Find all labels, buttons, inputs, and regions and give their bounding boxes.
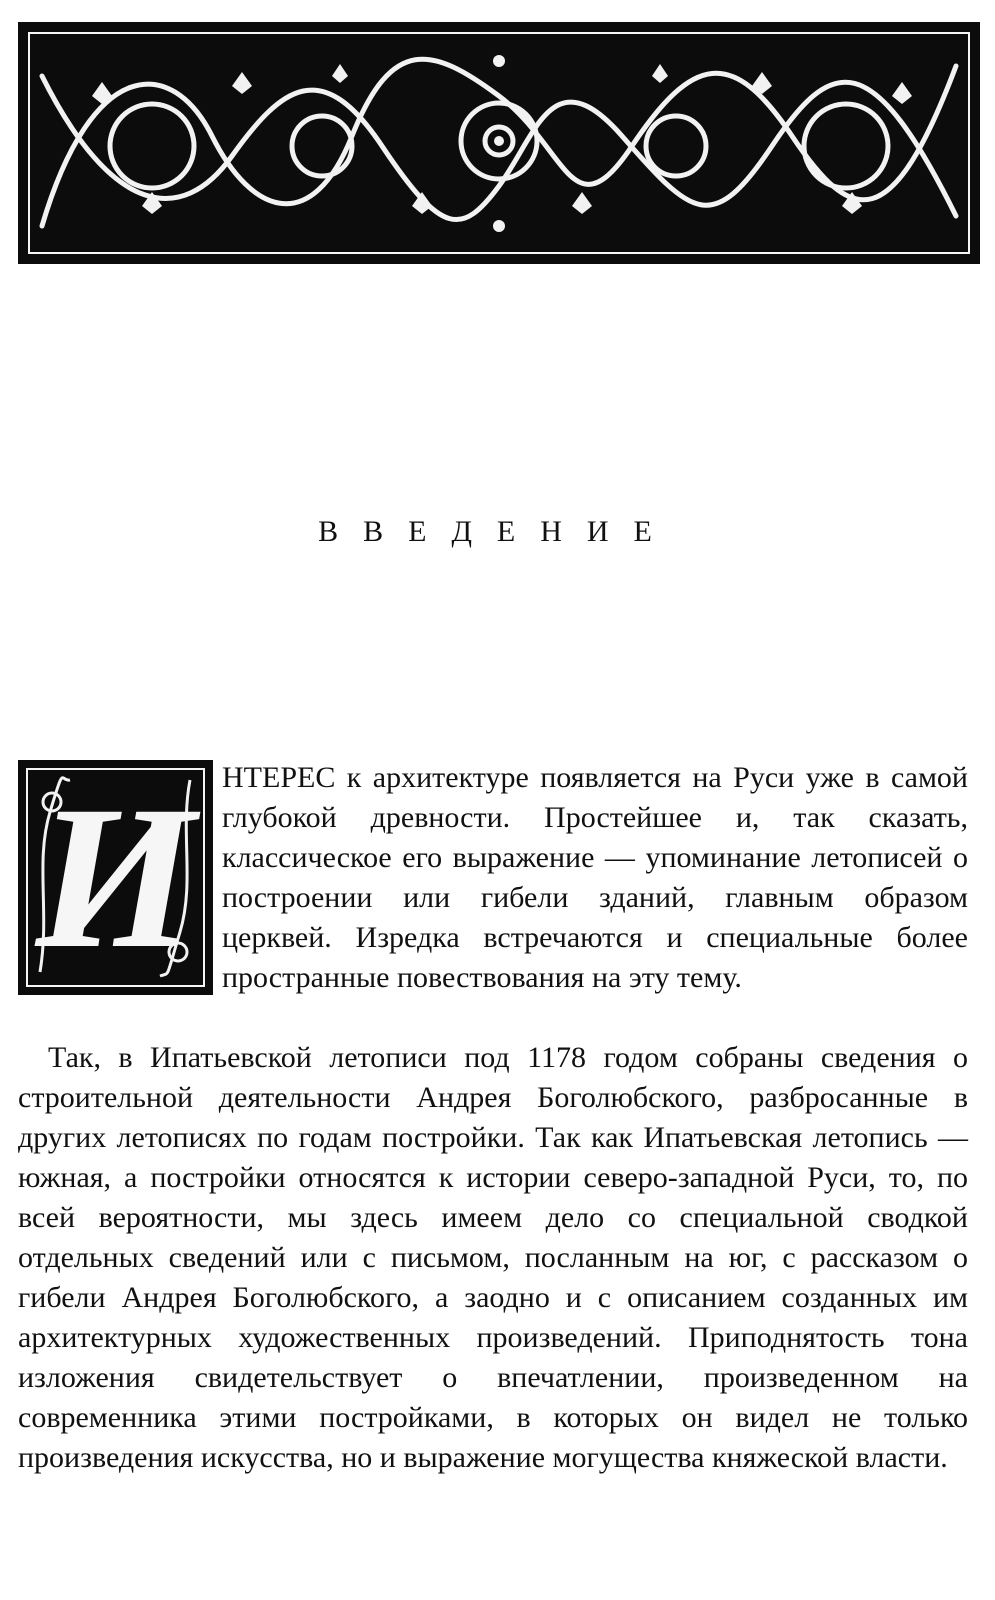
paragraph-2: Так, в Ипатьевской летописи под 1178 годом собраны сведения о строительной деятельности Андрея Боголюбского, разбросанные в других летописях по годам постройки. Так как Ипатьевская летопись — южная, а постройки относятся к истории северо-западной Руси, то, по всей вероятности, мы здесь имеем дело со специальной сводкой отдельных сведений или с письмом, посланным на юг, с рассказом о гибели Андрея Боголюбского, а заодно и с описанием созданных им архитектурных художественных произведений. Приподнятость тона изложения свидетельствует о впечатлении, произведенном на современника этими постройками, в которых он видел не только произведения искусства, но и выражение могущества княжеской власти. xyxy=(18,1041,968,1474)
decorative-header-ornament xyxy=(18,22,980,264)
decorated-initial xyxy=(18,760,213,995)
drop-cap-letter: И xyxy=(35,764,196,991)
floral-scroll-ornament-icon xyxy=(32,36,966,250)
paragraph-1: НТЕРЕС к архитектуре появляется на Руси уже в самой глубокой древности. Простейшее и, так сказать, классическое его выражение — упоминание летописей о построении или гибели зданий, главным образом церквей. Изредка встречаются и специальные более пространные повествования на эту тему. xyxy=(222,761,968,994)
section-heading: ВВЕДЕНИЕ xyxy=(318,515,677,548)
